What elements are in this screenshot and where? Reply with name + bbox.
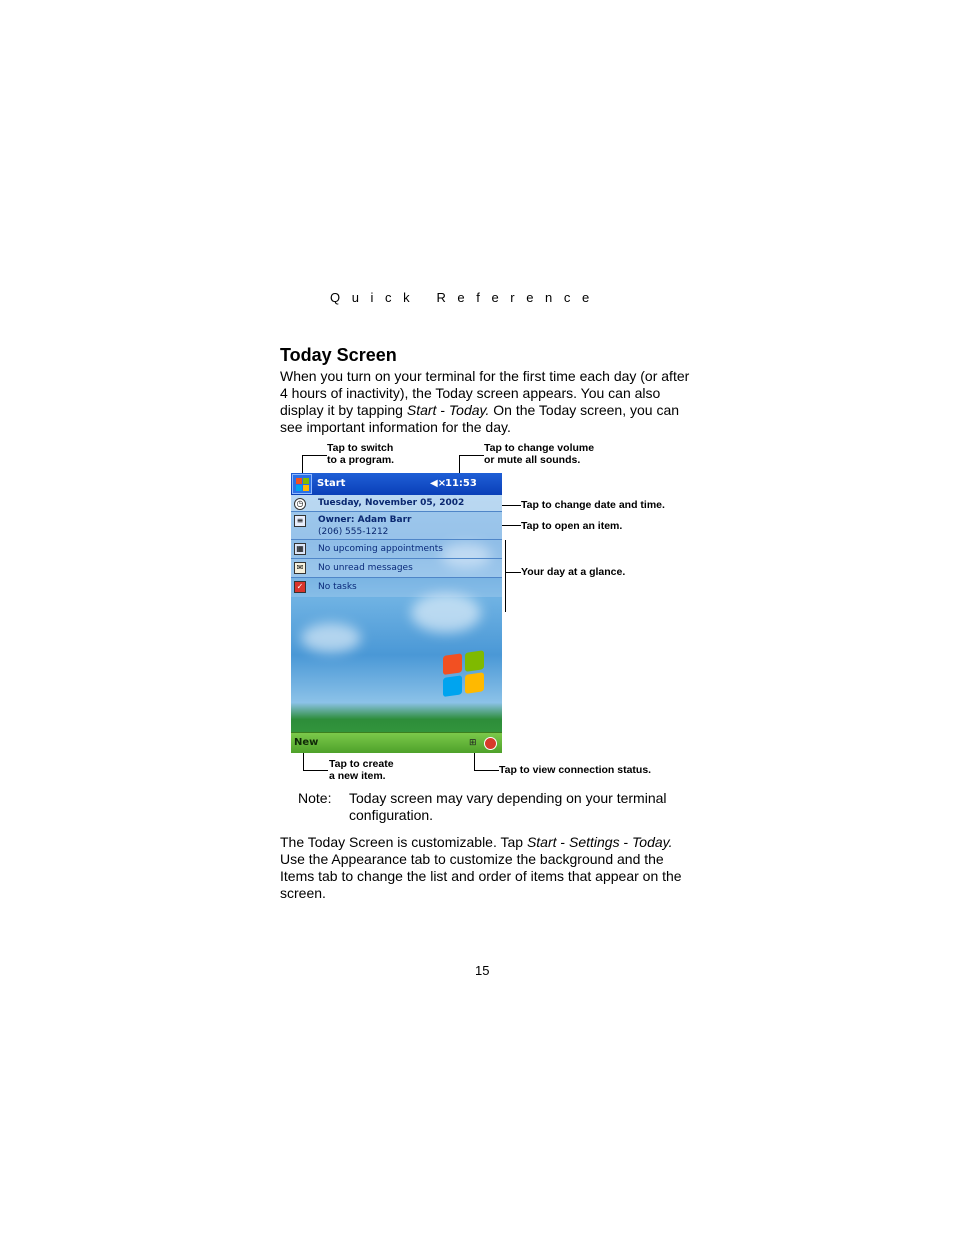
flag-icon <box>303 478 309 484</box>
owner-row[interactable] <box>291 512 502 540</box>
customize-text-1: The Today Screen is customizable. Tap <box>280 834 527 850</box>
clock-icon: ◷ <box>294 498 306 510</box>
leader-create-v <box>303 753 304 770</box>
note-label: Note: <box>298 790 332 806</box>
owner-card-icon: ≡ <box>294 515 306 527</box>
leader-connection-h <box>474 770 499 771</box>
leader-switch-v <box>302 455 303 473</box>
callout-open-item: Tap to open an item. <box>521 520 623 532</box>
today-screen-image <box>291 473 502 753</box>
intro-text-1: When you turn on your terminal for the first time each day (or after 4 hours of inactivity), the Today screen appears. You can also display it by tapping <box>280 368 690 418</box>
appointments-text: No upcoming appointments <box>318 544 443 554</box>
callout-connection: Tap to view connection status. <box>499 764 652 776</box>
flag-icon <box>296 485 302 491</box>
note-text: Today screen may vary depending on your terminal configuration. <box>349 790 667 823</box>
messages-text: No unread messages <box>318 563 413 573</box>
start-label[interactable]: Start <box>317 478 346 489</box>
envelope-icon: ✉ <box>294 562 306 574</box>
appointments-row[interactable] <box>291 540 502 559</box>
menu-bar <box>291 732 502 753</box>
callout-day-glance: Your day at a glance. <box>521 566 626 578</box>
cloud <box>301 623 361 653</box>
page-number: 15 <box>475 963 490 978</box>
tasks-check-icon: ✓ <box>294 581 306 593</box>
running-head: Quick Reference <box>330 290 601 305</box>
intro-text-2: On the Today screen, you can see important information for the day. <box>280 402 680 435</box>
bracket-day-glance <box>505 540 506 612</box>
new-menu-button[interactable]: New <box>294 737 319 748</box>
windows-logo-icon <box>443 650 485 698</box>
customize-start: Start <box>526 834 557 850</box>
start-flag-button[interactable] <box>292 474 312 494</box>
owner-phone: (206) 555-1212 <box>318 527 389 537</box>
callout-volume: Tap to change volume or mute all sounds. <box>484 442 595 466</box>
callout-create-item: Tap to create a new item. <box>329 758 394 782</box>
customize-settings: Settings <box>568 834 620 850</box>
date-text: Tuesday, November 05, 2002 <box>318 498 465 508</box>
tasks-text: No tasks <box>318 582 357 592</box>
callout-date-time: Tap to change date and time. <box>521 499 665 511</box>
cloud <box>411 593 481 633</box>
messages-row[interactable] <box>291 559 502 578</box>
section-title: Today Screen <box>280 345 397 365</box>
leader-create-h <box>303 770 328 771</box>
leader-switch-h <box>302 455 327 456</box>
network-connection-icon[interactable]: ⊞ <box>469 738 477 748</box>
intro-sep: - <box>436 402 449 418</box>
intro-start: Start <box>406 402 437 418</box>
calendar-icon: ▦ <box>294 543 306 555</box>
date-row[interactable] <box>291 495 502 512</box>
title-bar <box>291 473 502 495</box>
intro-paragraph <box>280 368 690 436</box>
customize-paragraph <box>280 834 690 902</box>
customize-sep-1: - <box>556 834 569 850</box>
leader-volume-v <box>459 455 460 473</box>
speaker-mute-icon[interactable]: ◀× <box>430 478 447 489</box>
flag-icon <box>303 485 309 491</box>
customize-today: Today. <box>632 834 673 850</box>
intro-today: Today. <box>448 402 490 418</box>
clock-time[interactable]: 11:53 <box>445 478 477 489</box>
leader-connection-v <box>474 753 475 770</box>
owner-name: Owner: Adam Barr <box>318 515 412 525</box>
tasks-row[interactable] <box>291 578 502 597</box>
leader-volume-h <box>459 455 484 456</box>
flag-icon <box>296 478 302 484</box>
customize-text-2: Use the Appearance tab to customize the background and the Items tab to change the list and order of items that appear on the screen. <box>280 851 682 901</box>
leader-day-glance <box>505 572 521 573</box>
callout-switch-program: Tap to switch to a program. <box>327 442 395 466</box>
customize-sep-2: - <box>619 834 633 850</box>
sync-status-icon[interactable] <box>484 737 497 750</box>
